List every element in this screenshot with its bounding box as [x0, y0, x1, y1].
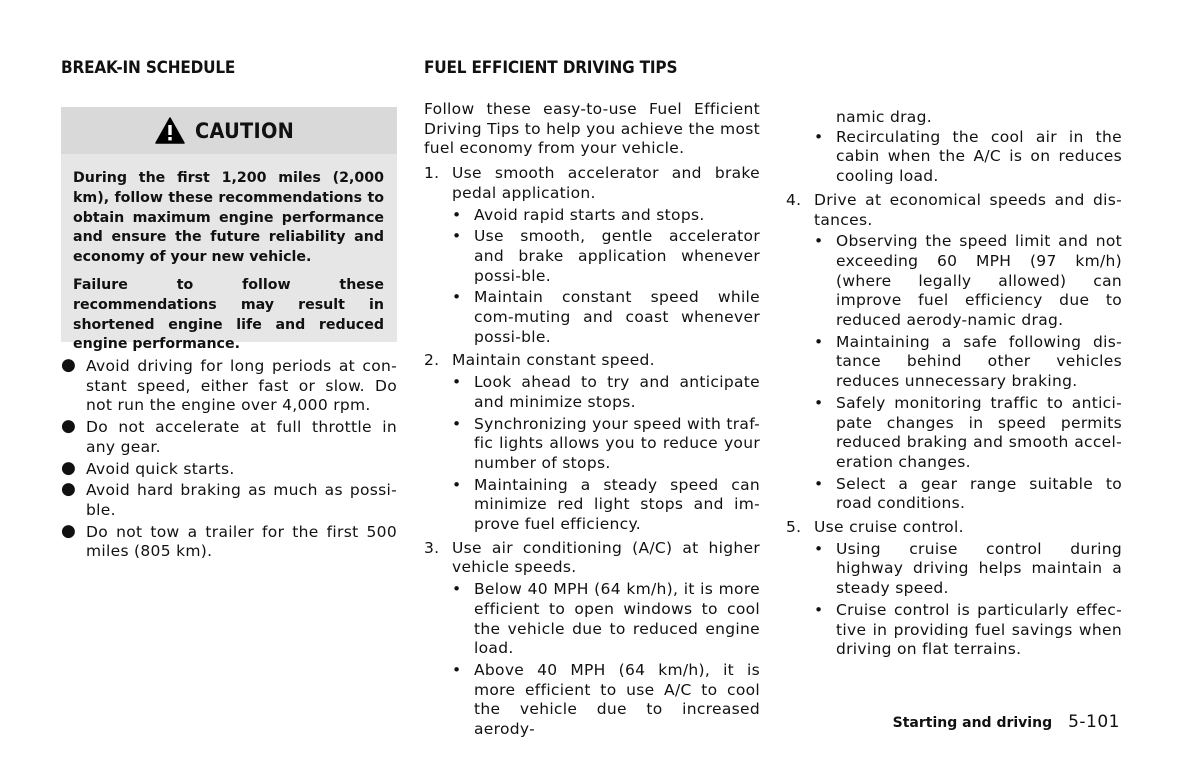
- list-item: • Cruise control is particularly effec-tive in providing fuel savings when driving on flat terrains.: [814, 600, 1122, 659]
- fuel-tips-intro: Follow these easy-to-use Fuel Efficient Driving Tips to help you achieve the most fuel economy from your vehicle.: [424, 100, 760, 158]
- bullet-icon: ●: [61, 457, 77, 478]
- bullet-icon: •: [814, 332, 824, 351]
- bullet-icon: •: [814, 393, 824, 412]
- tip-item: 1. Use smooth accelerator and brake pedal application. • Avoid rapid starts and stops. • Use smooth, gentle accelerator and brake application whenever possi-ble. • Maintain constant speed while com-muting and coast whenever possi-ble.: [424, 164, 760, 346]
- bullet-icon: •: [814, 539, 824, 558]
- caution-box: [61, 107, 397, 353]
- tip-title: Drive at economical speeds and dis-tances.: [814, 190, 1122, 229]
- list-item: • Observing the speed limit and not exceeding 60 MPH (97 km/h) (where legally allowed) can improve fuel efficiency due to reduced aerody-namic drag.: [814, 232, 1122, 330]
- bullet-icon: •: [452, 227, 462, 246]
- list-item: • Maintaining a safe following dis-tance behind other vehicles reduces unnecessary braking.: [814, 332, 1122, 391]
- fuel-tips-column-2: [786, 108, 1122, 664]
- tip-item: 5. Use cruise control. • Using cruise control during highway driving helps maintain a steady speed. • Cruise control is particularly effec-tive in providing fuel savings when driving on flat terrains.: [786, 518, 1122, 659]
- bullet-icon: ●: [61, 355, 77, 375]
- list-item: ● Avoid driving for long periods at con-stant speed, either fast or slow. Do not run the engine over 4,000 rpm.: [61, 355, 397, 415]
- list-item: • Select a gear range suitable to road conditions.: [814, 474, 1122, 513]
- bullet-icon: •: [452, 580, 462, 599]
- bullet-icon: •: [814, 474, 824, 493]
- footer-section-title: Starting and driving: [892, 715, 1053, 731]
- list-item: • Synchronizing your speed with traf-fic lights allows you to reduce your number of stops.: [452, 414, 760, 472]
- bullet-icon: ●: [61, 416, 77, 437]
- tip-title: Use air conditioning (A/C) at higher vehicle speeds.: [452, 538, 760, 577]
- tip-title: Use smooth accelerator and brake pedal application.: [452, 164, 760, 202]
- tip-item: 4. Drive at economical speeds and dis-tances. • Observing the speed limit and not exceeding 60 MPH (97 km/h) (where legally allowed) can improve fuel efficiency due to reduced aerody-namic drag. • Maintaining a safe following dis-tance behind other vehicles reduces unnecessary braking. • Safely monitoring traffic to antici-pate changes in speed permits reduced braking and smooth accel-eration changes. • Select a gear range suitable to road conditions.: [786, 190, 1122, 513]
- bullet-icon: •: [452, 373, 462, 392]
- page-footer: [893, 712, 1120, 732]
- list-item: • Above 40 MPH (64 km/h), it is more efficient to use A/C to cool the vehicle due to increased aerody-: [452, 660, 760, 739]
- list-item: • Safely monitoring traffic to antici-pate changes in speed permits reduced braking and smooth accel-eration changes.: [814, 393, 1122, 471]
- list-item: ● Do not tow a trailer for the first 500 miles (805 km).: [61, 520, 397, 561]
- tip-item: 2. Maintain constant speed. • Look ahead to try and anticipate and minimize stops. • Synchronizing your speed with traf-fic lights allows you to reduce your number of stops. • Maintaining a steady speed can minimize red light stops and im-prove fuel efficiency.: [424, 351, 760, 534]
- fuel-tips-column-1: [424, 100, 760, 744]
- caution-header: [61, 107, 397, 154]
- list-item: ● Avoid quick starts.: [61, 457, 235, 478]
- list-item: • Maintain constant speed while com-muting and coast whenever possi-ble.: [452, 288, 760, 346]
- break-in-bullets: [61, 357, 397, 564]
- list-item: • Maintaining a steady speed can minimize red light stops and im-prove fuel efficiency.: [452, 475, 760, 534]
- list-item: ● Avoid hard braking as much as possi-ble.: [61, 479, 397, 519]
- caution-body: [73, 169, 384, 363]
- tip-item: 3. Use air conditioning (A/C) at higher vehicle speeds. • Below 40 MPH (64 km/h), it is more efficient to open windows to cool the vehicle due to reduced engine load. • Above 40 MPH (64 km/h), it is more efficient to use A/C to cool the vehicle due to increased aerody-: [424, 538, 760, 739]
- list-item: • Use smooth, gentle accelerator and brake application whenever possi-ble.: [452, 227, 760, 285]
- bullet-icon: •: [452, 414, 462, 433]
- bullet-icon: •: [452, 288, 462, 307]
- list-item: • Look ahead to try and anticipate and minimize stops.: [452, 373, 760, 411]
- list-item: • Recirculating the cool air in the cabin when the A/C is on reduces cooling load.: [814, 127, 1122, 186]
- list-item: • Using cruise control during highway driving helps maintain a steady speed.: [814, 539, 1122, 598]
- bullet-icon: •: [452, 205, 462, 224]
- page-number: 5-101: [1068, 712, 1120, 732]
- bullet-icon: •: [814, 232, 824, 251]
- tip-title: Maintain constant speed.: [452, 351, 655, 370]
- list-item: • Avoid rapid starts and stops.: [452, 205, 705, 224]
- continued-text: namic drag.: [836, 108, 932, 126]
- bullet-icon: ●: [61, 520, 77, 541]
- list-item: ● Do not accelerate at full throttle in any gear.: [61, 416, 397, 456]
- bullet-icon: ●: [61, 479, 77, 500]
- list-item: • Below 40 MPH (64 km/h), it is more efficient to open windows to cool the vehicle due to reduced engine load.: [452, 580, 760, 658]
- bullet-icon: •: [452, 660, 462, 679]
- caution-label: CAUTION: [195, 118, 295, 143]
- bullet-icon: •: [814, 600, 824, 619]
- warning-triangle-icon: [155, 117, 185, 144]
- caution-paragraph: Failure to follow these recommendations may result in shortened engine life and reduced engine performance.: [73, 276, 384, 353]
- bullet-icon: •: [452, 475, 462, 494]
- bullet-icon: •: [814, 127, 824, 146]
- caution-paragraph: During the first 1,200 miles (2,000 km), follow these recommendations to obtain maximum engine performance and ensure the future reliability and economy of your new vehicle.: [73, 170, 384, 266]
- tip-title: Use cruise control.: [814, 518, 964, 537]
- fuel-tips-heading: FUEL EFFICIENT DRIVING TIPS: [424, 58, 678, 78]
- break-in-schedule-heading: BREAK-IN SCHEDULE: [61, 58, 236, 78]
